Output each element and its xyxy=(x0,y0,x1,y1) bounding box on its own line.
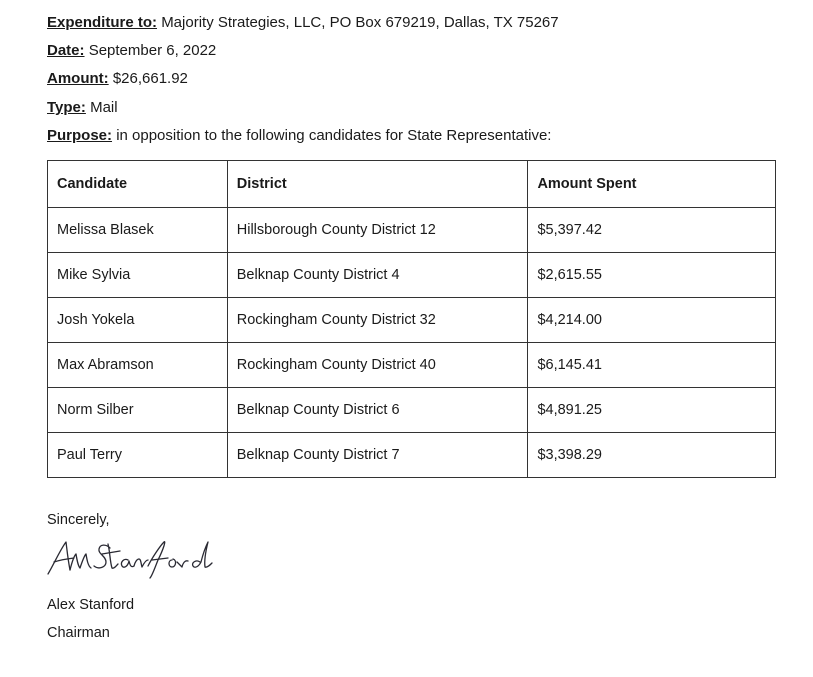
type-label: Type: xyxy=(47,99,86,116)
candidate-cell: Josh Yokela xyxy=(48,298,228,343)
closing-salutation: Sincerely, xyxy=(47,512,110,528)
candidate-cell: Max Abramson xyxy=(48,343,228,388)
column-header-district: District xyxy=(227,161,528,208)
table-row xyxy=(48,388,776,433)
district-cell: Belknap County District 4 xyxy=(227,253,528,298)
purpose-line xyxy=(47,126,551,146)
expenditure-table xyxy=(47,160,776,478)
amount-cell: $6,145.41 xyxy=(528,343,776,388)
handwritten-signature xyxy=(44,536,284,580)
amount-value: $26,661.92 xyxy=(112,70,188,87)
expenditure-line xyxy=(47,13,559,33)
district-cell: Rockingham County District 40 xyxy=(227,343,528,388)
expenditure-label: Expenditure to: xyxy=(47,14,158,31)
table-row xyxy=(48,298,776,343)
candidate-cell: Norm Silber xyxy=(48,388,228,433)
expenditure-value: Majority Strategies, LLC, PO Box 679219, Dallas, TX 75267 xyxy=(161,14,559,31)
amount-cell: $3,398.29 xyxy=(528,433,776,478)
candidate-cell: Paul Terry xyxy=(48,433,228,478)
table-row xyxy=(48,343,776,388)
type-value: Mail xyxy=(90,99,118,116)
purpose-label: Purpose: xyxy=(47,127,113,144)
district-cell: Rockingham County District 32 xyxy=(227,298,528,343)
date-value: September 6, 2022 xyxy=(88,42,217,59)
candidate-cell: Mike Sylvia xyxy=(48,253,228,298)
district-cell: Hillsborough County District 12 xyxy=(227,208,528,253)
date-line xyxy=(47,41,216,61)
amount-cell: $5,397.42 xyxy=(528,208,776,253)
district-cell: Belknap County District 7 xyxy=(227,433,528,478)
column-header-candidate: Candidate xyxy=(48,161,228,208)
amount-cell: $2,615.55 xyxy=(528,253,776,298)
purpose-value: in opposition to the following candidates for State Representative: xyxy=(116,127,552,144)
table-row xyxy=(48,208,776,253)
table-row xyxy=(48,253,776,298)
candidate-cell: Melissa Blasek xyxy=(48,208,228,253)
date-label: Date: xyxy=(47,42,85,59)
table-row xyxy=(48,433,776,478)
amount-label: Amount: xyxy=(47,70,109,87)
amount-cell: $4,214.00 xyxy=(528,298,776,343)
amount-cell: $4,891.25 xyxy=(528,388,776,433)
amount-line xyxy=(47,69,188,89)
column-header-amount: Amount Spent xyxy=(528,161,776,208)
signer-name: Alex Stanford xyxy=(47,597,135,613)
table-header-row xyxy=(48,161,776,208)
signer-title: Chairman xyxy=(47,625,110,641)
type-line xyxy=(47,98,118,118)
district-cell: Belknap County District 6 xyxy=(227,388,528,433)
